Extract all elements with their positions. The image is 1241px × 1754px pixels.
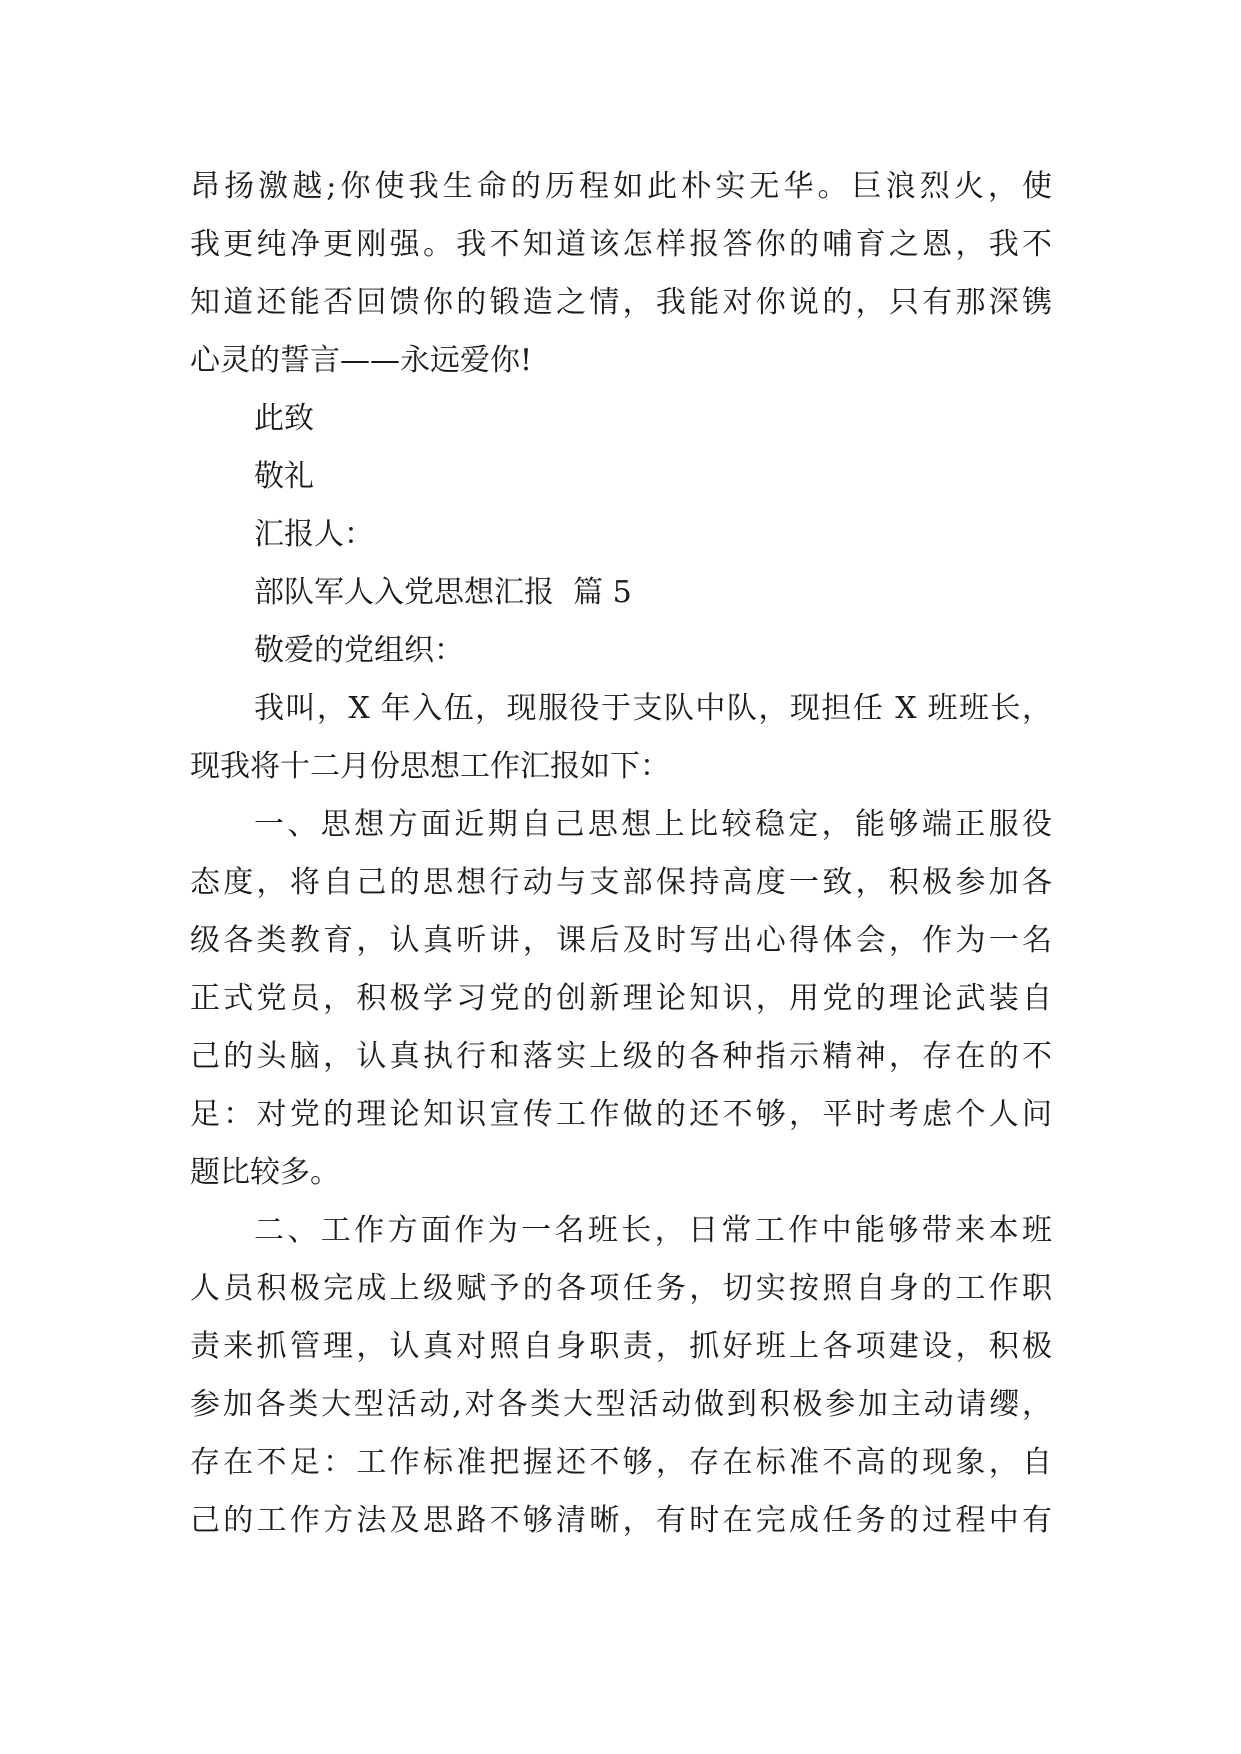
text-line: 己的工作方法及思路不够清晰，有时在完成任务的过程中有 <box>190 1503 1052 1538</box>
text-line: 我更纯净更刚强。我不知道该怎样报答你的哺育之恩，我不 <box>190 227 1052 262</box>
text-line: 正式党员，积极学习党的创新理论知识，用党的理论武装自 <box>190 981 1052 1016</box>
section-title: 部队军人入党思想汇报 篇 5 <box>254 575 632 610</box>
text-line: 心灵的誓言——永远爱你! <box>190 343 533 378</box>
paragraph-thought <box>190 796 1052 1202</box>
text-line: 我叫，X 年入伍，现服役于支队中队，现担任 X 班班长， <box>254 691 1052 726</box>
closing-jingli: 敬礼 <box>254 459 314 494</box>
closing-salutation <box>190 390 1052 564</box>
text-line: 足：对党的理论知识宣传工作做的还不够，平时考虑个人问 <box>190 1097 1052 1132</box>
text-line: 级各类教育，认真听讲，课后及时写出心得体会，作为一名 <box>190 923 1052 958</box>
paragraph-work <box>190 1202 1052 1550</box>
text-line: 现我将十二月份思想工作汇报如下： <box>190 749 670 784</box>
reporter-label: 汇报人： <box>254 517 374 552</box>
greeting-text: 敬爱的党组织： <box>254 633 464 668</box>
text-line: 态度，将自己的思想行动与支部保持高度一致，积极参加各 <box>190 865 1052 900</box>
greeting <box>190 622 1052 680</box>
section-heading <box>190 564 1052 622</box>
text-line: 责来抓管理，认真对照自身职责，抓好班上各项建设，积极 <box>190 1329 1052 1364</box>
paragraph-intro <box>190 680 1052 796</box>
text-line: 昂扬激越;你使我生命的历程如此朴实无华。巨浪烈火，使 <box>190 169 1052 204</box>
paragraph-continuation <box>190 158 1052 390</box>
text-line: 人员积极完成上级赋予的各项任务，切实按照自身的工作职 <box>190 1271 1052 1306</box>
text-line: 二、工作方面作为一名班长，日常工作中能够带来本班 <box>254 1213 1052 1248</box>
document-body <box>190 158 1052 1550</box>
text-line: 一、思想方面近期自己思想上比较稳定，能够端正服役 <box>254 807 1052 842</box>
closing-cizhi: 此致 <box>254 401 314 436</box>
text-line: 己的头脑，认真执行和落实上级的各种指示精神，存在的不 <box>190 1039 1052 1074</box>
text-line: 知道还能否回馈你的锻造之情，我能对你说的，只有那深镌 <box>190 285 1052 320</box>
text-line: 参加各类大型活动,对各类大型活动做到积极参加主动请缨， <box>190 1387 1052 1422</box>
text-line: 存在不足：工作标准把握还不够，存在标准不高的现象，自 <box>190 1445 1052 1480</box>
text-line: 题比较多。 <box>190 1155 340 1190</box>
